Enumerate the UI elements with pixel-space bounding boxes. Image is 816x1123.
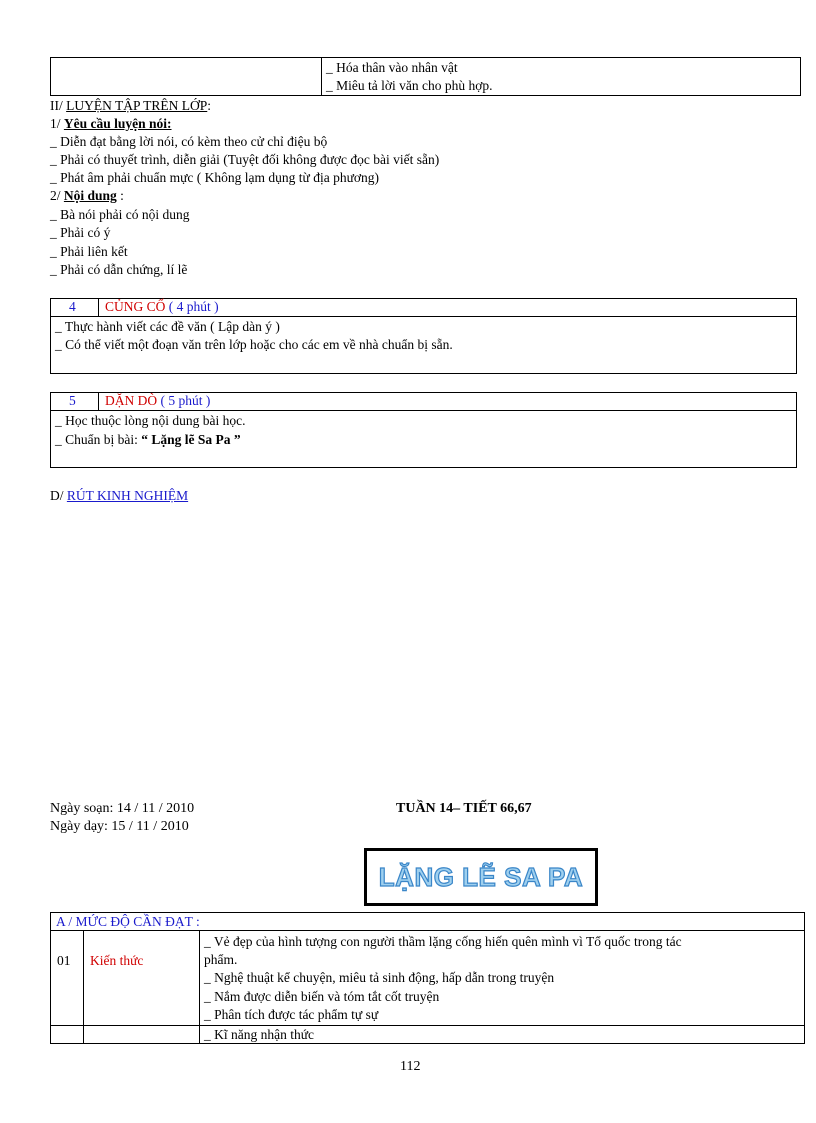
rut-kinh-nghiem-title: RÚT KINH NGHIỆM xyxy=(66,488,189,503)
dan-do-item-2 xyxy=(55,431,241,449)
cung-co-header-rule xyxy=(50,316,797,317)
cung-co-title: CỦNG CỐ xyxy=(105,299,166,314)
cung-co-title-line xyxy=(105,298,219,316)
muc-do-col-1 xyxy=(83,930,84,1044)
cung-co-header-divider xyxy=(98,298,99,316)
dan-do-header-divider xyxy=(98,392,99,410)
rut-kinh-nghiem-heading xyxy=(50,487,188,505)
requirements-title: Yêu cầu luyện nói: xyxy=(63,116,172,131)
top-table-line-1: _ Hóa thân vào nhân vật xyxy=(326,60,458,75)
section2-heading xyxy=(50,97,211,115)
rut-kinh-nghiem-prefix: D/ xyxy=(50,488,67,503)
muc-do-col-2 xyxy=(199,930,200,1044)
muc-do-heading: A / MỨC ĐỘ CẦN ĐẠT : xyxy=(56,914,200,929)
dan-do-title: DẶN DÒ xyxy=(105,393,158,408)
muc-do-row-rule xyxy=(50,1025,805,1026)
requirement-item: _ Phải có thuyết trình, diễn giải (Tuyệt đối không được đọc bài viết sẵn) xyxy=(50,152,440,167)
requirements-prefix: 1/ xyxy=(50,116,64,131)
content-item: _ Phải có ý xyxy=(50,225,111,240)
dan-do-item-2-prefix: _ Chuẩn bị bài: xyxy=(55,432,142,447)
lesson-title: LẶNG LẼ SA PA xyxy=(378,861,584,892)
content-item: _ Bà nói phải có nội dung xyxy=(50,207,190,222)
content-suffix: : xyxy=(116,188,124,203)
top-table-divider xyxy=(321,57,322,96)
cung-co-item: _ Có thể viết một đoạn văn trên lớp hoặc cho các em về nhà chuẩn bị sẵn. xyxy=(55,337,453,352)
page-number: 112 xyxy=(400,1059,421,1074)
ngay-day: Ngày dạy: 15 / 11 / 2010 xyxy=(50,819,189,834)
requirement-item: _ Phát âm phải chuẩn mực ( Không lạm dụng từ địa phương) xyxy=(50,170,380,185)
section2-prefix: II/ xyxy=(50,98,67,113)
muc-do-item: phẩm. xyxy=(204,952,238,967)
content-prefix: 2/ xyxy=(50,188,64,203)
dan-do-lesson-name: “ Lặng lẽ Sa Pa ” xyxy=(141,432,241,447)
dan-do-item: _ Học thuộc lòng nội dung bài học. xyxy=(55,413,246,428)
cung-co-number: 4 xyxy=(69,299,76,314)
content-heading xyxy=(50,187,124,205)
dan-do-title-line xyxy=(105,392,210,410)
muc-do-next-item: _ Kĩ năng nhận thức xyxy=(204,1027,315,1042)
dan-do-time: ( 5 phút ) xyxy=(157,393,211,408)
section2-title: LUYỆN TẬP TRÊN LỚP xyxy=(66,98,208,113)
muc-do-row-label: Kiến thức xyxy=(90,953,144,968)
top-table-line-2: _ Miêu tả lời văn cho phù hợp. xyxy=(326,78,493,93)
content-item: _ Phải liên kết xyxy=(50,244,128,259)
muc-do-item: _ Nghệ thuật kể chuyện, miêu tả sinh động, hấp dẫn trong truyện xyxy=(204,970,555,985)
week-period-title: TUẦN 14– TIẾT 66,67 xyxy=(396,801,532,816)
content-title: Nội dung xyxy=(63,188,117,203)
lesson-title-banner xyxy=(364,848,598,906)
muc-do-item: _ Nắm được diễn biến và tóm tắt cốt truyện xyxy=(204,989,440,1004)
ngay-soan: Ngày soạn: 14 / 11 / 2010 xyxy=(50,801,195,816)
dan-do-header-rule xyxy=(50,410,797,411)
muc-do-item: _ Vẻ đẹp của hình tượng con người thầm lặng cống hiến quên mình vì Tổ quốc trong tác xyxy=(204,934,682,949)
cung-co-item: _ Thực hành viết các đề văn ( Lập dàn ý ) xyxy=(55,319,280,334)
cung-co-time: ( 4 phút ) xyxy=(165,299,219,314)
section2-title-suffix: : xyxy=(207,98,212,113)
content-item: _ Phải có dẫn chứng, lí lẽ xyxy=(50,262,188,277)
requirements-heading xyxy=(50,115,172,133)
muc-do-item: _ Phân tích được tác phẩm tự sự xyxy=(204,1007,379,1022)
dan-do-number: 5 xyxy=(69,393,76,408)
muc-do-row-number: 01 xyxy=(57,953,71,968)
requirement-item: _ Diễn đạt bằng lời nói, có kèm theo cử chỉ điệu bộ xyxy=(50,134,328,149)
